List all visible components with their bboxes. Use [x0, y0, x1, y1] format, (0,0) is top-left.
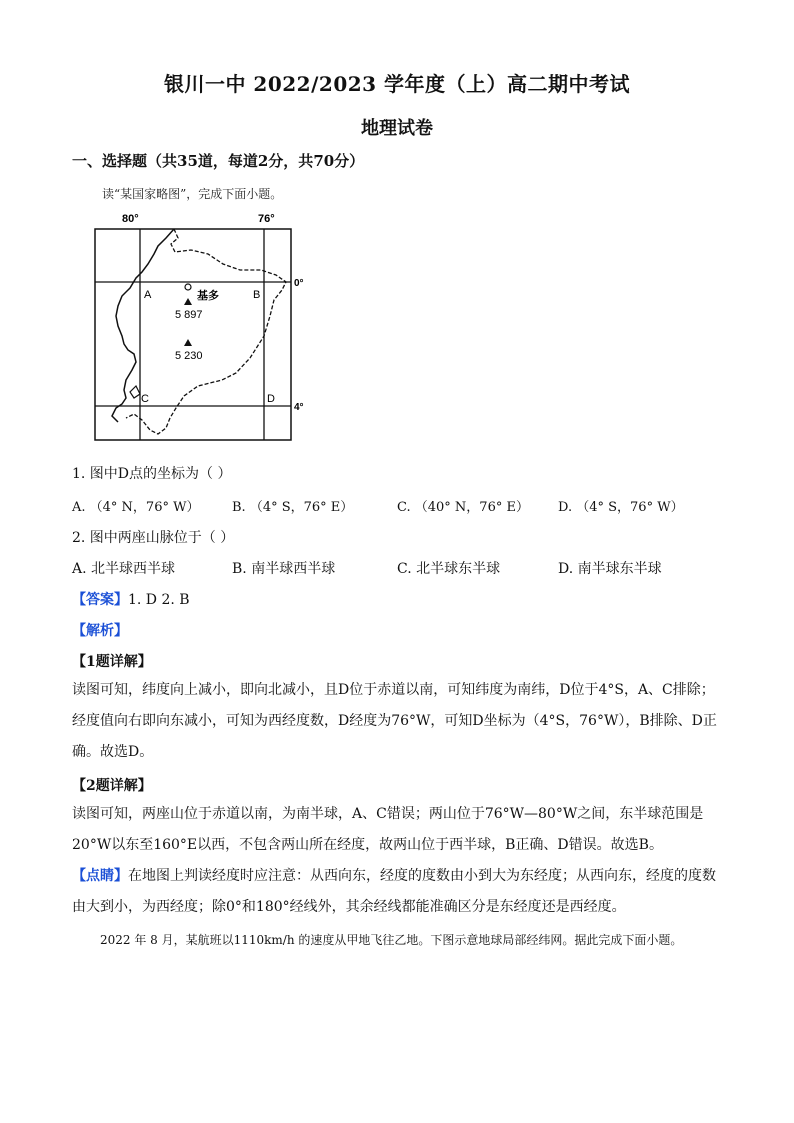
point-b-label: B: [253, 289, 261, 301]
question-2-stem: 2. 图中两座山脉位于（ ）: [72, 530, 235, 546]
map-label-80: 80°: [122, 213, 139, 225]
answer-line: [72, 589, 190, 609]
tip-text: 在地图上判读经度时应注意：从西向东，经度的度数由小到大为东经度；从西向东，经度的度数由大到小，为西经度；除0°和180°经线外，其余经线都能准确区分是东经度还是西经度。: [72, 868, 716, 915]
page-subtitle: 地理试卷: [361, 118, 433, 139]
question-intro: 读“某国家略图”，完成下面小题。: [102, 187, 283, 201]
tip-tag: 【点睛】: [72, 868, 128, 884]
island: [130, 386, 140, 398]
detail-1-heading: 【1题详解】: [72, 654, 152, 670]
peak-1-marker: [184, 298, 192, 305]
map-label-0: 0°: [294, 278, 304, 289]
map-label-4: 4°: [294, 402, 304, 413]
detail-2-text: 读图可知，两座山位于赤道以南，为南半球，A、C错误；两山位于76°W—80°W之间，东半球范围是20°W以东至160°E以西，不包含两山所在经度，故两山位于西半球，B正确、D错误。故选B。: [72, 806, 704, 853]
peak-2-marker: [184, 339, 192, 346]
page-title: 银川一中 2022/2023 学年度（上）高二期中考试: [163, 72, 631, 96]
question-2-option-c: C. 北半球东半球: [397, 561, 501, 577]
analysis-line: [72, 620, 128, 640]
peak-2-label: 5 230: [175, 350, 203, 362]
detail-1-text: 读图可知，纬度向上减小，即向北减小，且D位于赤道以南，可知纬度为南纬，D位于4°S，A、C排除；经度值向右即向东减小，可知为西经度数，D经度为76°W，可知D坐标为（4°S，76°W），B排除、D正确。故选D。: [72, 682, 717, 760]
question-1-option-b: B. （4° S，76° E）: [232, 500, 354, 515]
analysis-tag: 【解析】: [72, 623, 128, 639]
point-a-label: A: [144, 289, 152, 301]
detail-2-heading: 【2题详解】: [72, 778, 152, 794]
question-1-option-d: D. （4° S，76° W）: [558, 500, 684, 515]
question-2-option-a: A. 北半球西半球: [72, 561, 176, 577]
question-2-option-b: B. 南半球西半球: [232, 561, 336, 577]
map-frame: [95, 229, 291, 440]
peak-1-label: 5 897: [175, 309, 203, 321]
point-c-label: C: [141, 393, 149, 405]
answer-tag: 【答案】: [72, 592, 128, 608]
question-2-option-d: D. 南半球东半球: [558, 561, 662, 577]
tip-paragraph: [72, 861, 722, 923]
country-map: [78, 208, 308, 446]
city-label: 基多: [197, 289, 219, 302]
point-d-label: D: [267, 393, 275, 405]
question-1-option-a: A. （4° N，76° W）: [72, 500, 200, 515]
map-label-76: 76°: [258, 213, 275, 225]
question-1-option-c: C. （40° N，76° E）: [397, 500, 529, 515]
section-heading: 一、选择题（共35道，每道2分，共70分）: [72, 152, 365, 170]
question-1-stem: 1. 图中D点的坐标为（ ）: [72, 466, 232, 482]
answer-text: 1. D 2. B: [128, 592, 190, 608]
city-marker: [185, 284, 191, 290]
next-question-intro: 2022 年 8 月，某航班以1110km/h 的速度从甲地飞往乙地。下图示意地球局部经纬网。据此完成下面小题。: [100, 933, 683, 947]
